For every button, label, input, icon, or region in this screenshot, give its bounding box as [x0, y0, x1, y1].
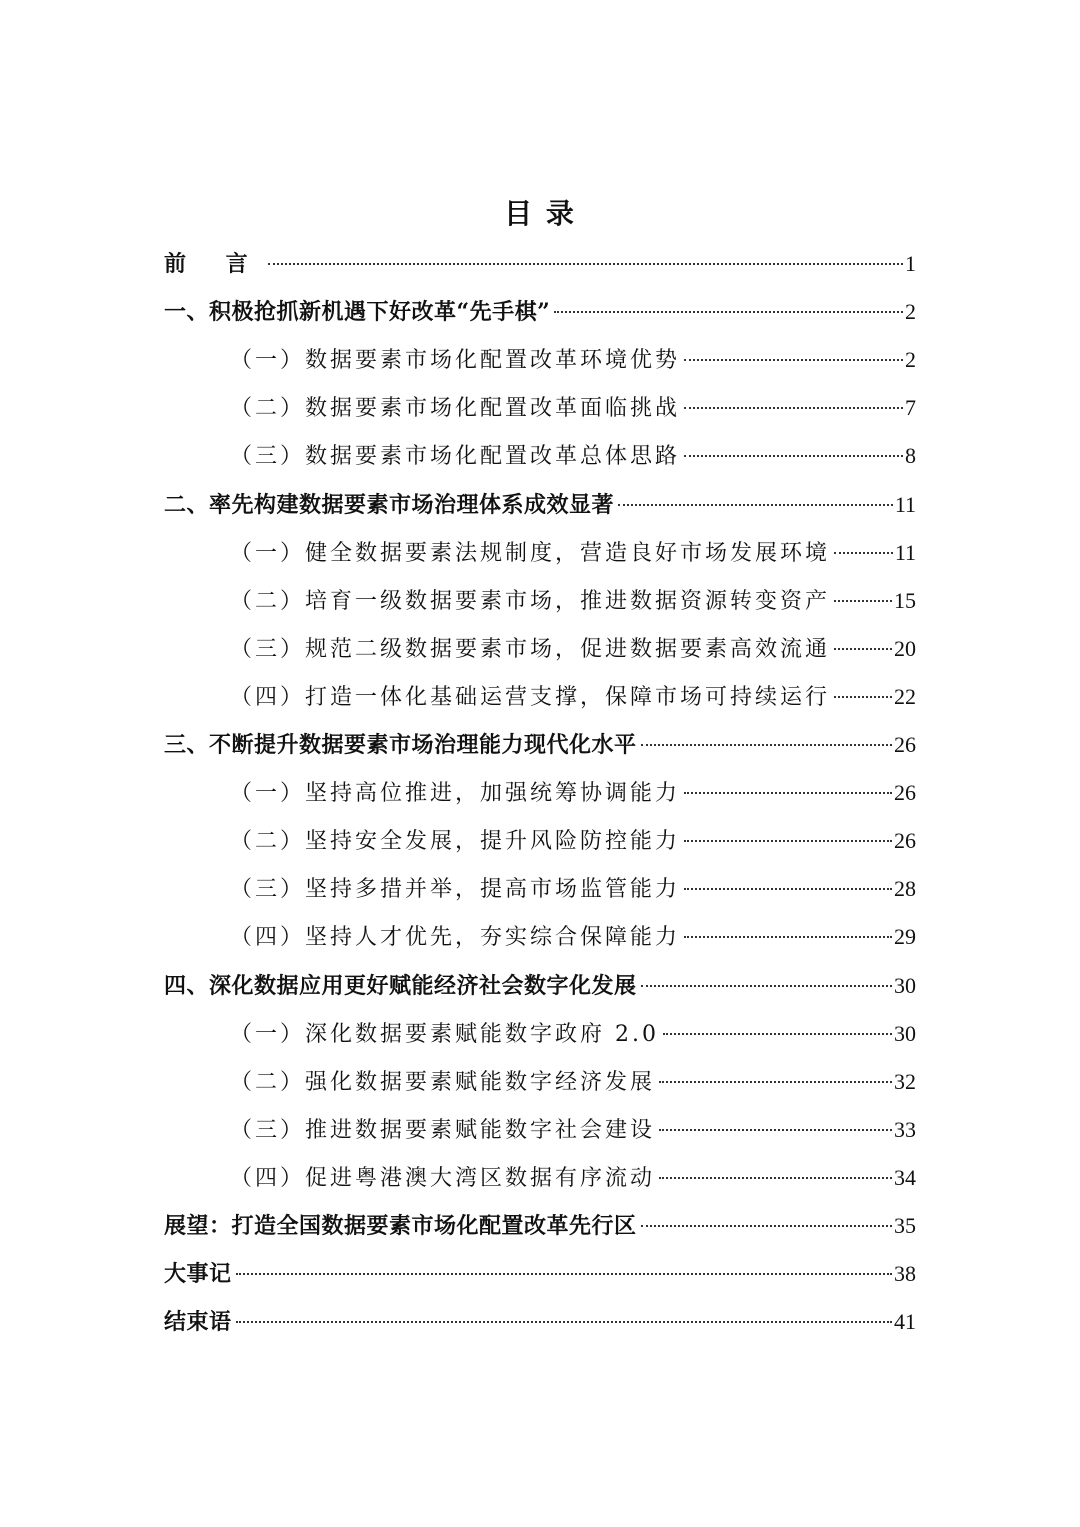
toc-entry[interactable] — [0, 338, 1080, 382]
toc-entry-label: （二）数据要素市场化配置改革面临挑战 — [230, 396, 681, 422]
dot-leader — [659, 1129, 892, 1131]
toc-entry-row — [230, 338, 916, 382]
dot-leader — [834, 552, 893, 554]
toc-entry-label: （二）坚持安全发展，提升风险防控能力 — [230, 829, 681, 855]
toc-entry-label: 四、深化数据应用更好赋能经济社会数字化发展 — [164, 972, 637, 999]
dot-leader — [268, 263, 903, 265]
toc-entry-label: （一）健全数据要素法规制度，营造良好市场发展环境 — [230, 540, 831, 566]
toc-entry-page-number: 26 — [894, 780, 916, 806]
toc-entry[interactable] — [0, 1204, 1080, 1248]
dot-leader — [684, 359, 903, 361]
toc-entry-page-number: 2 — [905, 347, 916, 373]
dot-leader — [554, 311, 903, 313]
toc-entry[interactable] — [0, 915, 1080, 959]
toc-entry-row — [230, 434, 916, 478]
toc-entry-label: 前 言 — [164, 251, 264, 277]
toc-entry-page-number: 11 — [894, 491, 916, 517]
toc-entry[interactable] — [0, 1300, 1080, 1344]
dot-leader — [684, 888, 892, 890]
toc-title: 目 录 — [504, 197, 576, 230]
dot-leader — [684, 455, 903, 457]
dot-leader — [684, 936, 892, 938]
toc-entry-page-number: 41 — [894, 1309, 916, 1335]
dot-leader — [684, 840, 892, 842]
toc-entry-row — [230, 386, 916, 430]
toc-entry[interactable] — [0, 483, 1080, 527]
toc-entry-page-number: 7 — [905, 395, 916, 421]
toc-entry-page-number: 34 — [894, 1164, 916, 1190]
toc-entry[interactable] — [0, 1108, 1080, 1152]
toc-entry-page-number: 32 — [894, 1068, 916, 1094]
toc-entry-page-number: 2 — [905, 299, 916, 325]
toc-entry-label: （三）坚持多措并举，提高市场监管能力 — [230, 877, 681, 903]
toc-entry-label: （二）培育一级数据要素市场，推进数据资源转变资产 — [230, 588, 831, 614]
toc-entry[interactable] — [0, 771, 1080, 815]
dot-leader — [659, 1177, 892, 1179]
toc-entry-page-number: 11 — [894, 539, 916, 565]
toc-entry-label: 二、率先构建数据要素市场治理体系成效显著 — [164, 491, 615, 518]
toc-entry-page-number: 26 — [894, 732, 916, 757]
toc-entry-label: 一、积极抢抓新机遇下好改革“先手棋” — [164, 299, 551, 326]
toc-entry-row — [164, 964, 916, 1008]
toc-entry[interactable] — [0, 675, 1080, 719]
toc-entry-label: 结束语 — [164, 1309, 232, 1336]
toc-entry-page-number: 38 — [894, 1261, 916, 1287]
toc-entry-label: （二）强化数据要素赋能数字经济发展 — [230, 1069, 656, 1095]
toc-entry-label: （三）数据要素市场化配置改革总体思路 — [230, 444, 681, 470]
toc-entry-row — [164, 483, 916, 527]
toc-entry[interactable] — [0, 819, 1080, 863]
toc-entry-row — [164, 1204, 916, 1248]
toc-entry-row — [230, 579, 916, 623]
toc-entry-row — [230, 1108, 916, 1152]
toc-entry-label: 三、不断提升数据要素市场治理能力现代化水平 — [164, 732, 637, 758]
toc-entry-row — [164, 290, 916, 334]
toc-entry-page-number: 15 — [894, 587, 916, 613]
toc-entry-row — [164, 1252, 916, 1296]
toc-entry-row — [230, 867, 916, 911]
toc-entry-page-number: 26 — [894, 828, 916, 854]
toc-entry-row — [230, 1060, 916, 1104]
toc-entry[interactable] — [0, 1060, 1080, 1104]
toc-entry-page-number: 29 — [894, 924, 916, 950]
toc-entry[interactable] — [0, 723, 1080, 767]
toc-entry-label: （三）规范二级数据要素市场，促进数据要素高效流通 — [230, 636, 831, 662]
dot-leader — [663, 1033, 892, 1035]
toc-entry[interactable] — [0, 531, 1080, 575]
toc-entry-row — [230, 675, 916, 719]
toc-entry[interactable] — [0, 290, 1080, 334]
toc-entry-row — [230, 531, 916, 575]
toc-entry[interactable] — [0, 1252, 1080, 1296]
toc-entry[interactable] — [0, 627, 1080, 671]
toc-entry-label: （一）深化数据要素赋能数字政府 2.0 — [230, 1021, 659, 1047]
toc-entry[interactable] — [0, 867, 1080, 911]
dot-leader — [684, 792, 892, 794]
toc-entry-page-number: 8 — [905, 443, 916, 469]
toc-entry-row — [230, 771, 916, 815]
toc-entry-label: （一）数据要素市场化配置改革环境优势 — [230, 348, 681, 374]
toc-entry-label: （一）坚持高位推进，加强统筹协调能力 — [230, 781, 681, 807]
toc-entry[interactable] — [0, 242, 1080, 286]
dot-leader — [236, 1321, 892, 1323]
toc-entry-row — [164, 723, 916, 767]
dot-leader — [834, 648, 892, 650]
toc-entry-page-number: 30 — [894, 972, 916, 998]
toc-entry-page-number: 33 — [894, 1116, 916, 1142]
toc-entry-row — [164, 1300, 916, 1344]
toc-entry-label: 大事记 — [164, 1261, 232, 1288]
toc-entry-label: （四）打造一体化基础运营支撑，保障市场可持续运行 — [230, 684, 831, 710]
toc-entry[interactable] — [0, 1156, 1080, 1200]
dot-leader — [236, 1273, 892, 1275]
dot-leader — [834, 696, 892, 698]
toc-entry-page-number: 28 — [894, 876, 916, 902]
toc-entry-row — [230, 819, 916, 863]
toc-entry-row — [164, 242, 916, 286]
toc-entry-label: （四）促进粤港澳大湾区数据有序流动 — [230, 1165, 656, 1191]
dot-leader — [684, 407, 903, 409]
toc-entry[interactable] — [0, 434, 1080, 478]
toc-entry[interactable] — [0, 386, 1080, 430]
toc-entry[interactable] — [0, 1012, 1080, 1056]
toc-entry-page-number: 1 — [905, 251, 916, 276]
dot-leader — [834, 600, 892, 602]
dot-leader — [618, 504, 893, 506]
toc-entry[interactable] — [0, 579, 1080, 623]
dot-leader — [641, 985, 892, 987]
toc-entry-row — [230, 1156, 916, 1200]
toc-entry-row — [230, 915, 916, 959]
dot-leader — [641, 1225, 892, 1227]
toc-entry-label: （三）推进数据要素赋能数字社会建设 — [230, 1117, 656, 1143]
dot-leader — [659, 1081, 892, 1083]
toc-entry-label: 展望：打造全国数据要素市场化配置改革先行区 — [164, 1213, 637, 1239]
toc-entry-page-number: 30 — [894, 1020, 916, 1046]
dot-leader — [641, 744, 892, 746]
toc-entry-label: （四）坚持人才优先，夯实综合保障能力 — [230, 925, 681, 951]
toc-entry-page-number: 35 — [894, 1213, 916, 1238]
toc-entry-row — [230, 1012, 916, 1056]
toc-entry-page-number: 20 — [894, 635, 916, 661]
toc-entry[interactable] — [0, 964, 1080, 1008]
toc-entry-row — [230, 627, 916, 671]
toc-entry-page-number: 22 — [894, 683, 916, 709]
